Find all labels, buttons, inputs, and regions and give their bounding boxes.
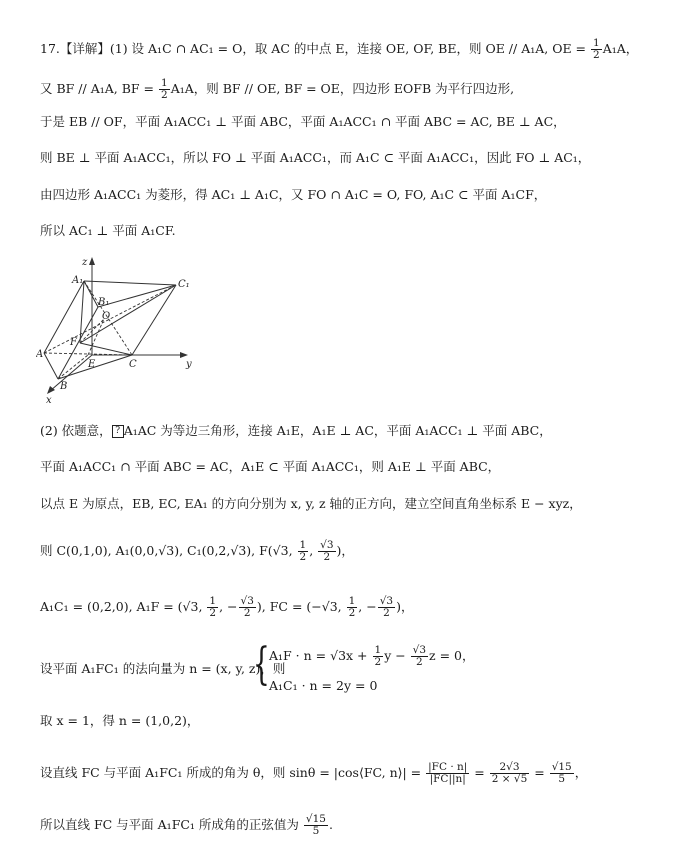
numerator: √15: [551, 761, 572, 773]
denominator: 2: [593, 49, 600, 61]
text-segment: .: [328, 817, 333, 832]
denominator: 2: [374, 656, 382, 668]
text-segment: A₁A，则 BF // OE, BF = OE，四边形 EOFB 为平行四边形,: [170, 81, 515, 96]
geometry-figure: [36, 255, 196, 405]
solution-line-8: 平面 A₁ACC₁ ∩ 平面 ABC = AC，A₁E ⊂ 平面 A₁ACC₁，则 A₁E ⊥ 平面 ABC，: [40, 459, 501, 474]
label-b: B: [60, 381, 68, 392]
fraction: [591, 38, 602, 61]
denominator: 5: [558, 773, 566, 785]
solution-line-9: 以点 E 为原点，EB, EC, EA₁ 的方向分别为 x, y, z 轴的正方向，建立空间直角坐标系 E − xyz，: [40, 496, 582, 511]
text-segment: A₁AC 为等边三角形，连接 A₁E，A₁E ⊥ AC，平面 A₁ACC₁ ⊥ 平面 ABC，: [123, 423, 552, 438]
denominator: 2: [243, 607, 251, 619]
solution-line-11: A₁C₁ = (0,2,0), A₁F = (√3, $\frac{1}{2}$ , − $\frac{√3}{2}$ ), FC = (−√3, $\frac{1}{2}$ , − $\frac{√3}{2}$ )，: [40, 595, 414, 619]
edge-a1-c1: [84, 281, 176, 285]
fraction: [378, 596, 395, 619]
fraction: [159, 78, 170, 101]
numerator: √3: [412, 644, 427, 656]
solution-line-6: 所以 AC₁ ⊥ 平面 A₁CF.: [40, 223, 176, 238]
numerator: 1: [299, 539, 307, 551]
solution-line-14: 设直线 FC 与平面 A₁FC₁ 所成的角为 θ，则 sinθ = |cos⟨FC, n⟩| = $\frac{|FC \cdot n|}{|FC||n|}$ = $\frac{2√3}{2 \times √5}$ = $\frac{√15}{5}$ ，: [40, 761, 588, 785]
solution-line-13: 取 x = 1，得 n = (1,0,2)，: [40, 713, 200, 728]
text-segment: ，: [574, 765, 588, 780]
numerator: √15: [305, 813, 326, 825]
text-segment: 设直线 FC 与平面 A₁FC₁ 所成的角为 θ，则 sinθ = |cos⟨FC, n⟩| =: [40, 765, 426, 780]
y-arrow-icon: [180, 352, 188, 358]
numerator: 1: [374, 644, 382, 656]
fraction: [550, 762, 574, 785]
fraction: [239, 596, 256, 619]
edge-a1-b1: [84, 281, 98, 307]
equation-row-2: A₁C₁ · n = 2y = 0: [269, 678, 378, 693]
solution-line-15: [40, 814, 333, 837]
solution-line-10: 则 C(0,1,0), A₁(0,0,√3), C₁(0,2,√3), F(√3, $\frac{1}{2}$ , $\frac{√3}{2}$ )，: [40, 539, 354, 563]
numerator: 1: [209, 595, 217, 607]
edge-a-b: [44, 353, 58, 379]
text-segment: A₁F · n = √3x +: [269, 648, 372, 663]
numerator: 1: [161, 77, 168, 89]
numerator: 2√3: [490, 762, 530, 774]
equation-row-1: [269, 645, 475, 668]
text-segment: 17.【详解】(1) 设 A₁C ∩ AC₁ = O，取 AC 的中点 E，连接 OE, OF, BE，则 OE // A₁A, OE =: [40, 41, 591, 56]
text-segment: (2) 依题意，: [40, 423, 112, 438]
denominator: 2: [299, 551, 307, 563]
fraction: [304, 814, 328, 837]
numerator: √3: [240, 595, 254, 607]
label-x: x: [46, 395, 52, 405]
text-segment: 所以直线 FC 与平面 A₁FC₁ 所成角的正弦值为: [40, 817, 303, 832]
label-b1: B₁: [98, 297, 110, 308]
numerator: |FC · n|: [428, 761, 468, 773]
label-o: O: [102, 311, 111, 322]
denominator: |FC||n|: [429, 773, 466, 785]
fraction: [347, 596, 358, 619]
fraction: [490, 762, 530, 785]
missing-glyph-icon: ?: [112, 425, 124, 438]
denominator: 2: [323, 551, 331, 563]
denominator: 2: [348, 607, 356, 619]
text-segment: z = 0: [429, 648, 463, 663]
solution-line-1: [40, 38, 638, 61]
numerator: 1: [348, 595, 356, 607]
solution-line-12: 设平面 A₁FC₁ 的法向量为 n = (x, y, z)，则: [40, 661, 286, 676]
label-c1: C₁: [178, 279, 190, 290]
fraction: [373, 645, 384, 668]
denominator: 2 × √5: [491, 773, 528, 785]
numerator: √3: [320, 539, 334, 551]
fraction: [426, 762, 469, 785]
label-a: A: [36, 349, 44, 360]
x-axis: [50, 355, 92, 391]
text-segment: ), FC = (−√3,: [256, 599, 346, 614]
fraction: [207, 596, 218, 619]
fraction: [298, 540, 309, 563]
denominator: 2: [161, 89, 168, 101]
numerator: √3: [379, 595, 394, 607]
fraction: [411, 645, 428, 668]
denominator: 5: [312, 825, 320, 837]
z-arrow-icon: [89, 257, 95, 265]
label-z: z: [82, 257, 88, 268]
fraction: [318, 540, 335, 563]
solution-line-7: [40, 422, 552, 440]
text-segment: A₁C₁ = (0,2,0), A₁F = (√3,: [40, 599, 207, 614]
numerator: 1: [593, 37, 600, 49]
text-segment: )，: [336, 543, 354, 558]
label-a1: A₁: [72, 275, 84, 286]
label-c: C: [129, 359, 137, 370]
text-segment: A₁A，: [602, 41, 639, 56]
text-segment: )，: [396, 599, 414, 614]
denominator: 2: [383, 607, 390, 619]
denominator: 2: [209, 607, 217, 619]
solution-line-3: 于是 EB // OF，平面 A₁ACC₁ ⊥ 平面 ABC，平面 A₁ACC₁ ∩ 平面 ABC = AC, BE ⊥ AC，: [40, 114, 566, 129]
text-segment: 又 BF // A₁A, BF =: [40, 81, 158, 96]
text-segment: ，: [462, 648, 475, 663]
solution-line-4: 则 BE ⊥ 平面 A₁ACC₁，所以 FO ⊥ 平面 A₁ACC₁，而 A₁C ⊂ 平面 A₁ACC₁，因此 FO ⊥ AC₁，: [40, 150, 591, 165]
text-segment: 则 C(0,1,0), A₁(0,0,√3), C₁(0,2,√3), F(√3,: [40, 543, 297, 558]
label-e: E: [88, 359, 96, 370]
solution-line-2: [40, 78, 514, 101]
edge-b-e-dashed: [58, 355, 88, 379]
edge-f-c: [80, 343, 132, 355]
label-f: F: [70, 337, 77, 348]
label-y: y: [186, 359, 192, 370]
solution-line-5: 由四边形 A₁ACC₁ 为菱形，得 AC₁ ⊥ A₁C，又 FO ∩ A₁C = O, FO, A₁C ⊂ 平面 A₁CF，: [40, 187, 547, 202]
denominator: 2: [416, 656, 423, 668]
text-segment: y −: [384, 648, 410, 663]
brace-icon: {: [253, 639, 270, 690]
